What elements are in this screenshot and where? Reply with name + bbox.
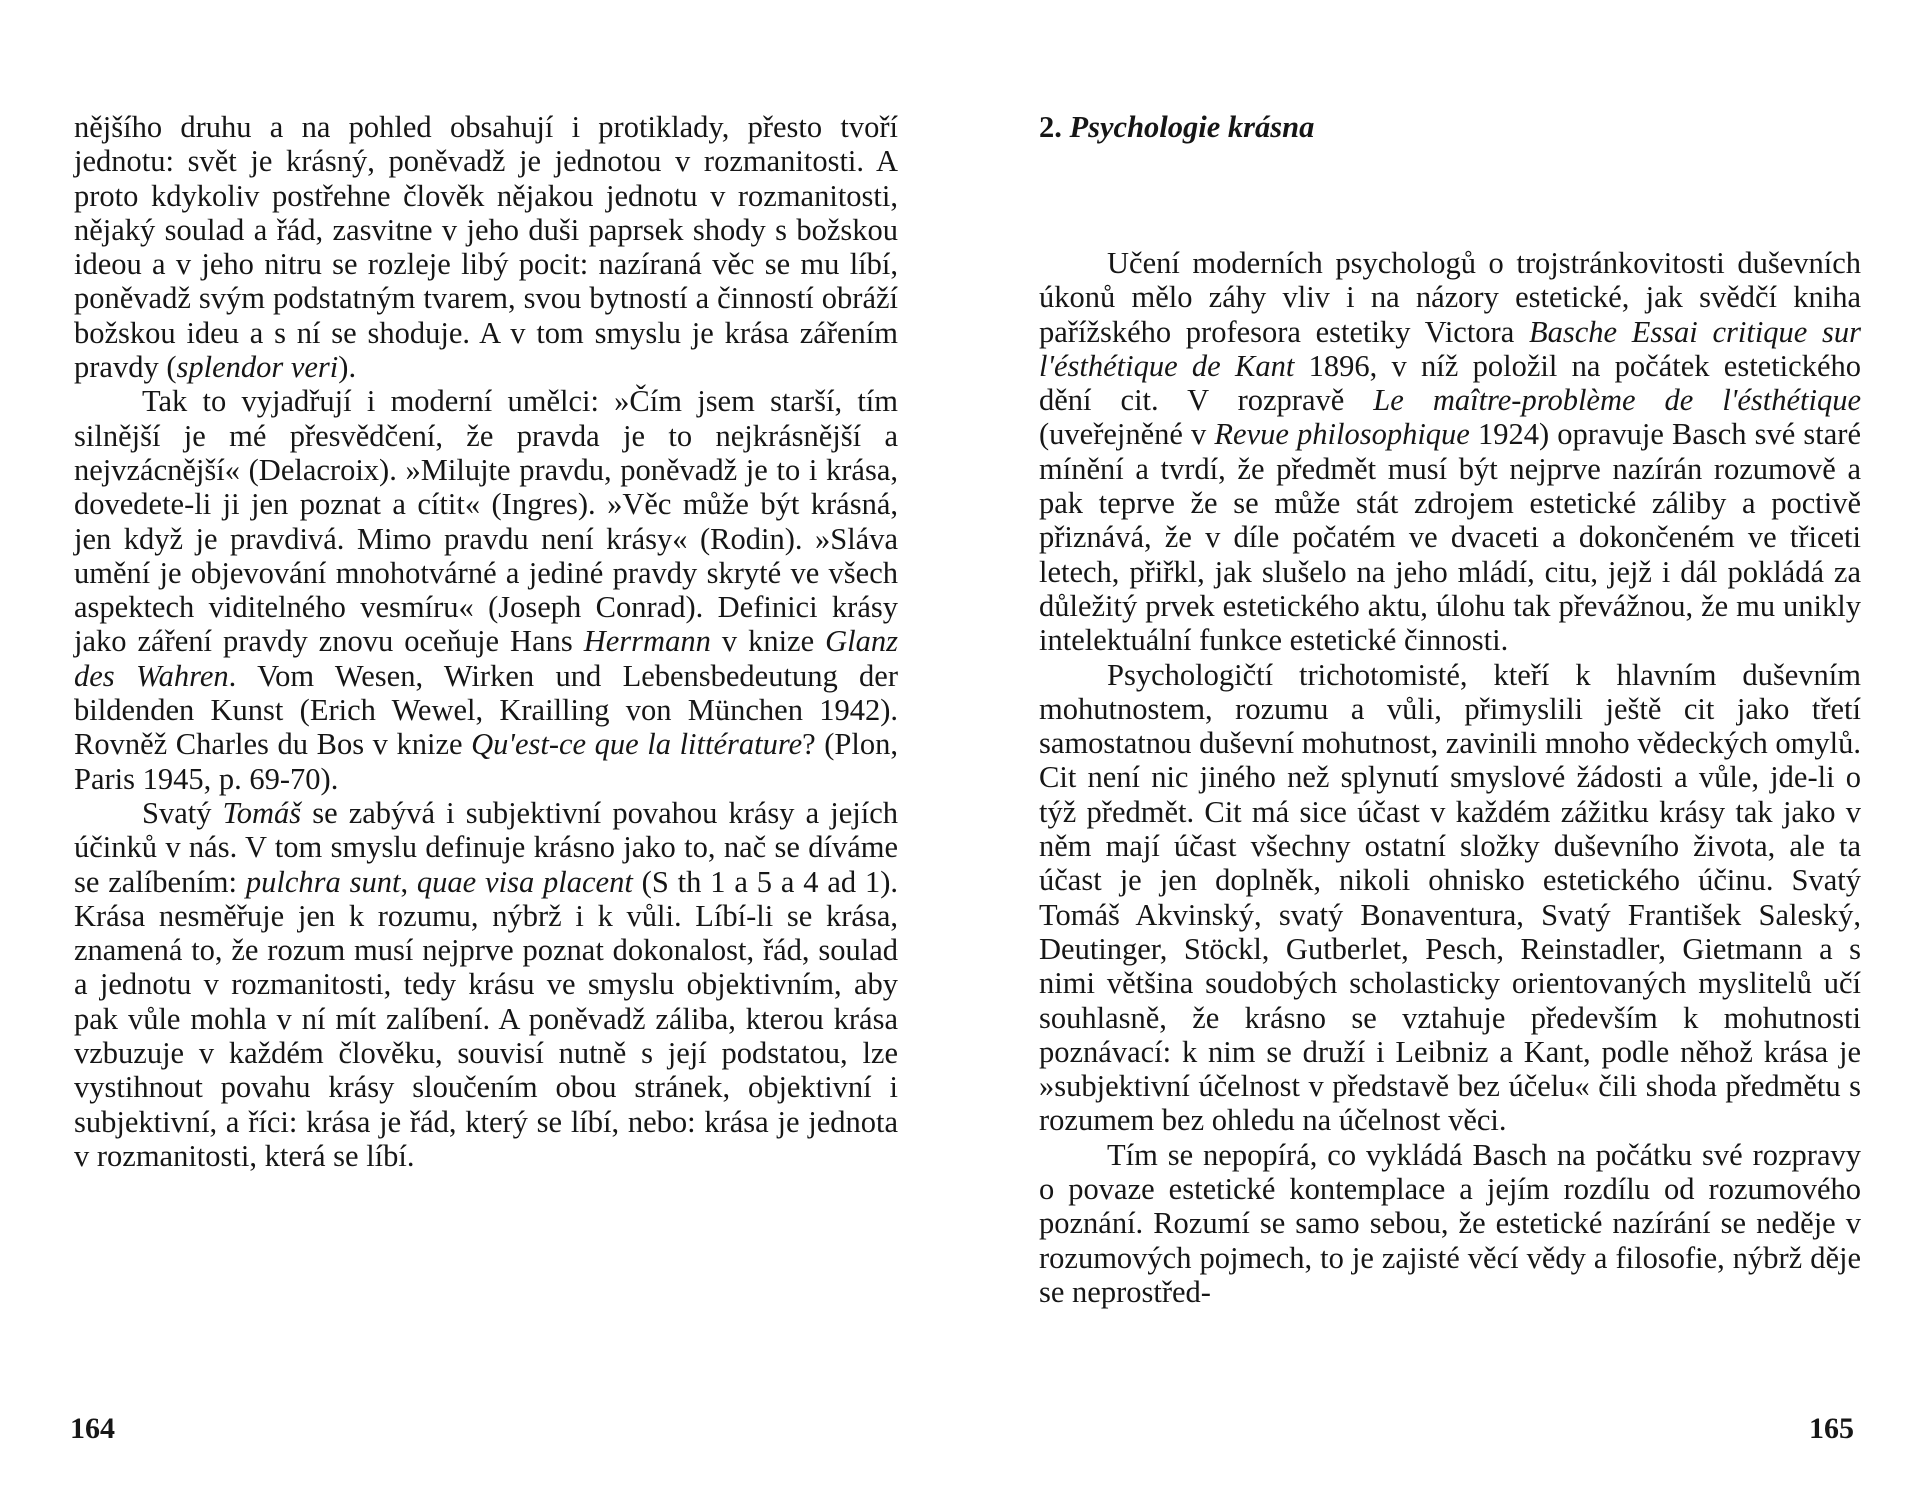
italic-text: Herrmann (583, 624, 711, 659)
italic-text: Glanz des Wahren (74, 624, 898, 693)
text-run: Svatý (142, 795, 223, 830)
italic-text: splendor veri (176, 350, 339, 385)
page-number-right: 165 (1809, 1412, 1854, 1445)
text-run: 1924) opravuje Basch své staré mínění a tvrdí, že předmět musí být nejprve nazírán rozumově a pak teprve že se může stát zdrojem estetické záliby a poctivě přiznává, že v díle počatém ve dvaceti a dokončeném ve třiceti letech, přiřkl, jak slušelo na jeho mládí, citu, jejž i dál pokládá za důležitý prvek estetického aktu, úlohu tak převážnou, že mu unikly intelektuální funkce estetické činnosti. (1039, 417, 1862, 658)
right-page-body (1039, 246, 1861, 1309)
italic-text: Revue philosophique (1214, 417, 1470, 452)
text-run: se zabývá i subjektivní povahou krásy a jejích účinků v nás. V tom smyslu definuje krásno jako to, nač se díváme se zalíbením: (74, 795, 898, 899)
text-run: 1896, v níž položil na počátek estetického dění cit. V rozpravě (1039, 348, 1861, 418)
paragraph (74, 384, 898, 796)
right-page (959, 0, 1918, 1500)
section-title: Psychologie krásna (1069, 110, 1315, 144)
text-run: nějšího druhu a na pohled obsahují i protiklady, přesto tvoří jednotu: svět je krásný, poněvadž je jednotou v rozmanitosti. A proto kdykoliv postřehne člověk nějakou jednotu v rozmanitosti, nějaký soulad a řád, zasvitne v jeho duši paprsek shody s božskou ideou a v jeho nitru se rozleje libý pocit: nazíraná věc se mu líbí, poněvadž svým podstatným tvarem, svou bytností a činností obráží božskou ideu a s ní se shoduje. A v tom smyslu je krása zářením pravdy ( (74, 110, 898, 385)
page-number-left: 164 (70, 1412, 115, 1445)
text-run: Učení moderních psychologů o trojstránkovitosti duševních úkonů mělo záhy vliv i na názory estetické, jak svědčí kniha pařížského profesora estetiky Victora (1039, 246, 1861, 349)
text-run: (uveřejněné v (1039, 417, 1215, 452)
text-run: , (400, 864, 417, 899)
text-run: ? (Plon, Paris 1945, p. 69-70). (74, 727, 898, 796)
section-number: 2. (1039, 110, 1062, 144)
paragraph (74, 796, 898, 1173)
text-run: . Vom Wesen, Wirken und Lebensbedeutung der bildenden Kunst (Erich Wewel, Krailling von München 1942). Rovněž Charles du Bos v knize (74, 658, 898, 762)
text-run: Tak to vyjadřují i moderní umělci: »Čím jsem starší, tím silnější je mé přesvědčení, že pravda je to nejkrásnější a nejvzácnější« (Delacroix). »Milujte pravdu, poněvadž je to i krása, dovedete-li ji jen poznat a cítit« (Ingres). »Věc může být krásná, jen když je pravdivá. Mimo pravdu není krásy« (Rodin). »Sláva umění je objevování mnohotvárné a jediné pravdy skryté ve všech aspektech viditelného vesmíru« (Joseph Conrad). Definici krásy jako záření pravdy znovu oceňuje Hans (74, 384, 898, 659)
italic-text: Qu'est-ce que la littérature (471, 727, 803, 762)
paragraph (1039, 658, 1861, 1138)
italic-text: pulchra sunt (245, 864, 401, 899)
text-run: Tím se nepopírá, co vykládá Basch na počátku své rozpravy o povaze estetické kontemplace a jejím rozdílu od rozumového poznání. Rozumí se samo sebou, že estetické nazírání se neděje v rozumových pojmech, to je zajisté věcí vědy a filosofie, nýbrž děje se neprostřed- (1039, 1137, 1861, 1309)
text-run: (S th 1 a 5 a 4 ad 1). Krása nesměřuje jen k rozumu, nýbrž i k vůli. Líbí-li se krása, znamená to, že rozum musí nejprve poznat dokonalost, řád, soulad a jednotu v rozmanitosti, tedy krásu ve smyslu objektivním, aby pak vůle mohla v ní mít zalíbení. A poněvadž záliba, kterou krása vzbuzuje v každém člověku, souvisí nutně s její podstatou, lze vystihnout povahu krásy sloučením obou stránek, objektivní i subjektivní, a říci: krása je řád, který se líbí, nebo: krása je jednota v rozmanitosti, která se líbí. (74, 864, 898, 1173)
italic-text: Basche Essai critique sur l'ésthétique de Kant (1039, 314, 1861, 383)
text-run: Psychologičtí trichotomisté, kteří k hlavním duševním mohutnostem, rozumu a vůli, přimyslili ještě cit jako třetí samostatnou duševní mohutnost, zavinili mnoho vědeckých omylů. Cit není nic jiného než splynutí smyslové žádosti a vůle, jde-li o týž předmět. Cit má sice účast v každém zážitku krásy tak jako v něm mají účast všechny ostatní složky duševního života, ale ta účast je jen doplněk, nikoli ohnisko estetického účinu. Svatý Tomáš Akvinský, svatý Bonaventura, Svatý František Saleský, Deutinger, Stöckl, Gutberlet, Pesch, Reinstadler, Gietmann a s nimi většina soudobých scholasticky orientovaných myslitelů učí souhlasně, že krásno se vztahuje především k mohutnosti poznávací: k nim se druží i Leibniz a Kant, podle něhož krása je »subjektivní účelnost v představě bez účelu« čili shoda předmětu s rozumem bez ohledu na účelnost věci. (1039, 657, 1861, 1138)
paragraph (1039, 246, 1861, 658)
text-run: v knize (710, 624, 826, 659)
section-heading (1039, 110, 1859, 144)
italic-text: Le maître-problème de l'ésthétique (1373, 383, 1861, 418)
paragraph (1039, 1138, 1861, 1309)
text-run: ). (338, 350, 357, 385)
italic-text: quae visa placent (416, 864, 633, 899)
paragraph (74, 110, 898, 384)
italic-text: Tomáš (222, 795, 302, 830)
left-page-body (74, 110, 898, 1173)
